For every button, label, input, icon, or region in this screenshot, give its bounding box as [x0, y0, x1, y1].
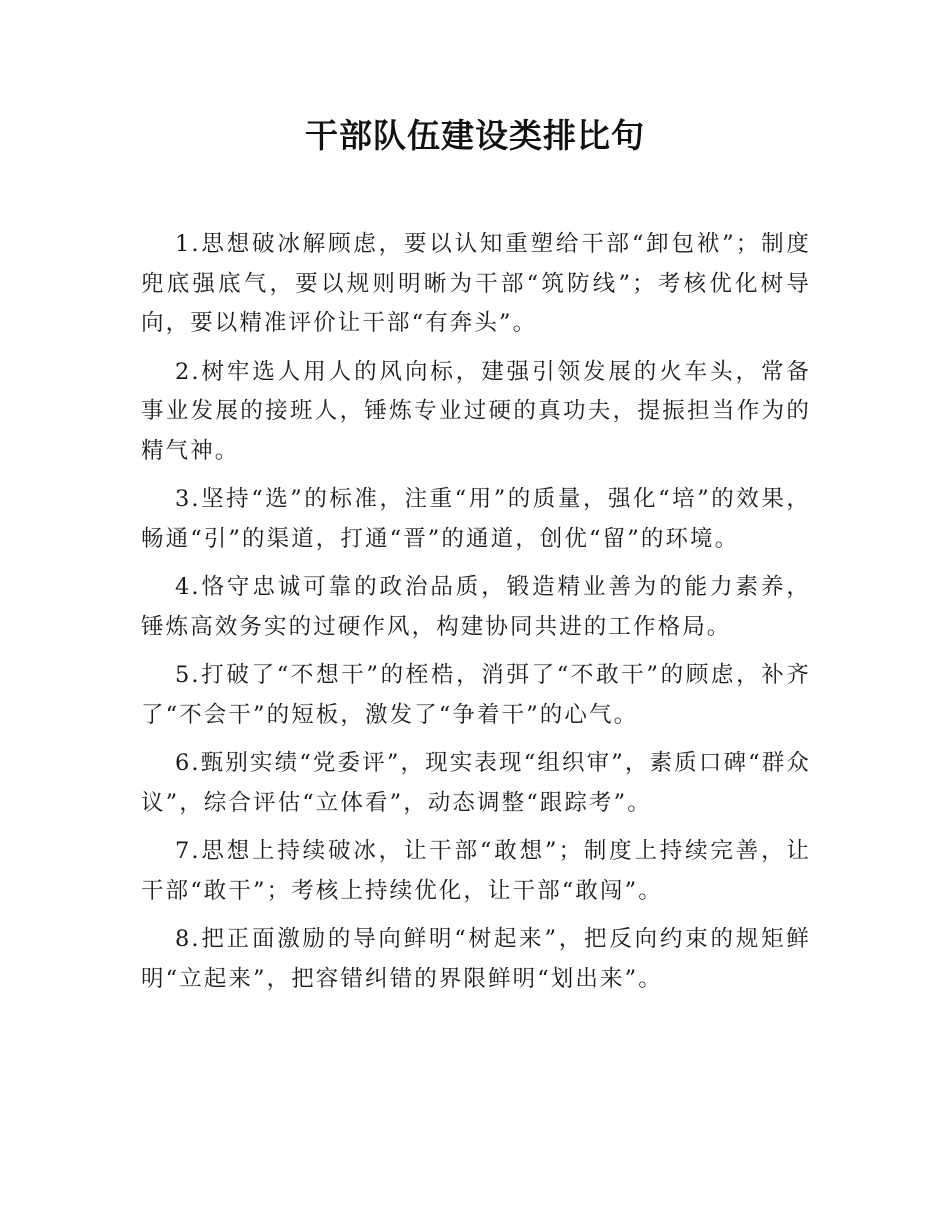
page-title: 干部队伍建设类排比句	[305, 116, 645, 155]
paragraph-1: 1.思想破冰解顾虑，要以认知重塑给干部“卸包袱”；制度兜底强底气，要以规则明晰为干部“筑防线”；考核优化树导向，要以精准评价让干部“有奔头”。	[141, 231, 811, 336]
paragraph-2: 2.树牢选人用人的风向标，建强引领发展的火车头，常备事业发展的接班人，锤炼专业过硬的真功夫，提振担当作为的精气神。	[141, 358, 811, 464]
paragraph-3: 3.坚持“选”的标准，注重“用”的质量，强化“培”的效果，畅通“引”的渠道，打通“晋”的通道，创优“留”的环境。	[141, 486, 811, 552]
paragraph-7: 7.思想上持续破冰，让干部“敢想”；制度上持续完善，让干部“敢干”；考核上持续优化，让干部“敢闯”。	[141, 838, 811, 904]
document-body	[141, 225, 811, 1008]
paragraph-8: 8.把正面激励的导向鲜明“树起来”，把反向约束的规矩鲜明“立起来”，把容错纠错的界限鲜明“划出来”。	[141, 926, 811, 992]
paragraph-4: 4.恪守忠诚可靠的政治品质，锻造精业善为的能力素养，锤炼高效务实的过硬作风，构建协同共进的工作格局。	[141, 574, 811, 640]
paragraph-6: 6.甄别实绩“党委评”，现实表现“组织审”，素质口碑“群众议”，综合评估“立体看”，动态调整“跟踪考”。	[141, 750, 811, 816]
paragraph-5: 5.打破了“不想干”的桎梏，消弭了“不敢干”的顾虑，补齐了“不会干”的短板，激发了“争着干”的心气。	[141, 662, 811, 728]
